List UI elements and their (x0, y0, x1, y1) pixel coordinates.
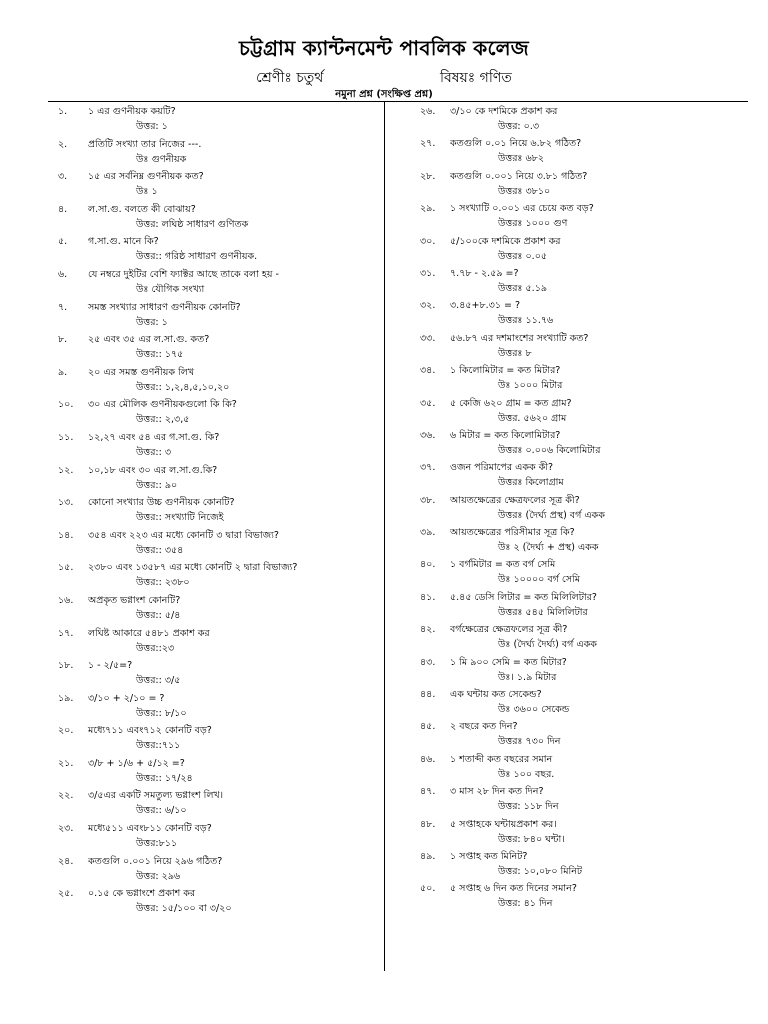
question-number: ৩৯. (420, 527, 436, 539)
answer-text: উত্তর:৮১১ (136, 838, 178, 850)
question-text: ২ বছরে কত দিন? (450, 721, 518, 733)
question-text: কতগুলি ০.০১ নিয়ে ৬.৮২ গঠিত? (450, 138, 582, 150)
question-number: ১. (58, 106, 68, 117)
question-text: ৩.৪৫+৮.৩১ = ? (450, 300, 521, 312)
answer-text: উত্তর::২৩ (136, 642, 175, 654)
question-line (420, 687, 740, 702)
answer-text: উত্তর: ০.৩ (498, 121, 540, 132)
question-item (420, 525, 740, 555)
question-number: ২০. (58, 725, 74, 737)
question-item (420, 493, 740, 523)
question-number: ৪৪. (420, 689, 436, 701)
question-line (420, 557, 740, 572)
header-divider (48, 101, 748, 102)
question-number: ৬. (58, 268, 68, 280)
question-line (420, 622, 740, 637)
question-item (58, 691, 376, 721)
question-item (420, 396, 740, 426)
answer-text: উত্তর:: সংখ্যাটি নিজেই (136, 512, 224, 524)
answer-text: উঃ যৌগিক সংখ্যা (136, 283, 205, 295)
question-text: ৩/১০ + ২/১০ = ? (88, 692, 165, 704)
question-text: ১ এর গুণনীয়ক কয়টি? (88, 106, 176, 117)
question-number: ৪. (58, 203, 68, 215)
question-line (420, 201, 740, 216)
question-line (58, 756, 376, 771)
question-number: ৪১. (420, 591, 436, 603)
question-text: ৫/১০০কে দশমিকে প্রকাশ কর (450, 235, 561, 247)
answer-text: উত্তর:: গরিষ্ঠ সাধারণ গুণনীয়ক. (136, 251, 258, 263)
question-line (58, 234, 376, 249)
question-text: ৫.৪৫ ডেসি লিটার = কত মিলিলিটার? (450, 591, 597, 603)
answer-text: উঃ (দৈর্ঘ্য দৈর্ঘ্য) বর্গ একক (498, 639, 597, 651)
question-line (420, 298, 740, 313)
question-number: ৯. (58, 366, 68, 378)
question-line (420, 331, 740, 346)
question-item (420, 201, 740, 231)
question-item (420, 557, 740, 587)
question-number: ৪৯. (420, 850, 436, 862)
question-line (420, 104, 740, 119)
question-item (58, 658, 376, 688)
question-item (420, 817, 740, 847)
question-line (58, 528, 376, 543)
question-item (420, 881, 740, 911)
question-number: ১৯. (58, 692, 74, 704)
question-text: মধ্যে৭১১ এবং৭১২ কোনটি বড়? (88, 725, 212, 737)
page-title: চট্টগ্রাম ক্যান্টনমেন্ট পাবলিক কলেজ (239, 36, 529, 60)
question-item (420, 752, 740, 782)
answer-text: উত্তরঃ ১১.৭৬ (498, 315, 554, 327)
question-item (58, 626, 376, 656)
question-item (58, 332, 376, 362)
answer-text: উত্তর: ১৫/১০০ বা ৩/২০ (136, 903, 232, 915)
answer-text: উত্তর: ১ (136, 121, 168, 132)
question-item (420, 428, 740, 458)
question-number: ১৪. (58, 529, 74, 541)
question-line (58, 202, 376, 217)
question-line (58, 169, 376, 184)
answer-text: উত্তর: ৮৪০ ঘন্টা। (498, 833, 565, 845)
question-text: ১২,২৭ এবং ৫৪ এর গ.সা.গু. কি? (88, 431, 220, 443)
question-number: ৫. (58, 236, 68, 248)
question-line (420, 719, 740, 734)
question-line (420, 363, 740, 378)
question-item (420, 460, 740, 490)
question-line (58, 560, 376, 575)
question-line (420, 881, 740, 896)
question-number: ৪৬. (420, 753, 436, 765)
subject-label: বিষয়ঃ গণিত (440, 70, 512, 86)
question-text: ১ সংখ্যাটি ০.০০১ এর চেয়ে কত বড়? (450, 203, 594, 215)
question-text: অপ্রকৃত ভগ্নাংশ কোনটি? (88, 594, 181, 606)
question-line (58, 137, 376, 152)
answer-text: উত্তর. ৫৬২০ গ্রাম (498, 412, 567, 424)
question-number: ৭. (58, 301, 68, 313)
answer-text: উত্তর:: ৩ (136, 446, 172, 458)
question-line (58, 430, 376, 445)
question-item (58, 234, 376, 264)
question-text: ৩০ এর মৌলিক গুণনীয়কগুলো কি কি? (88, 399, 237, 411)
question-number: ৮. (58, 334, 68, 346)
answer-text: উত্তর: ১১৮ দিন (498, 801, 559, 813)
question-text: গ.সা.গু. মানে কি? (88, 236, 159, 248)
question-line (420, 493, 740, 508)
question-line (58, 332, 376, 347)
question-number: ৩৩. (420, 332, 436, 344)
question-item (58, 300, 376, 330)
question-line (58, 821, 376, 836)
question-text: ল.সা.গু. বলতে কী বোঝায়? (88, 203, 196, 215)
question-number: ৩২. (420, 300, 436, 312)
document-subtitle: নমুনা প্রশ্ন (সংক্ষিপ্ত প্রশ্ন) (335, 89, 433, 100)
question-line (58, 104, 376, 119)
question-item (58, 756, 376, 786)
question-text: ১ বর্গমিটার = কত বর্গ সেমি (450, 559, 556, 571)
answer-text: উত্তরঃ কিলোগ্রাম (498, 477, 564, 489)
right-question-column (420, 104, 740, 914)
question-text: ওজন পরিমাপের একক কী? (450, 462, 554, 474)
answer-text: উত্তরঃ ৫৪৫ মিলিলিটার (498, 606, 588, 618)
question-number: ৩. (58, 171, 68, 183)
question-text: ৩ মাস ২৮ দিন কত দিন? (450, 786, 544, 798)
question-text: ৫ কেজি ৬২০ গ্রাম = কত গ্রাম? (450, 397, 572, 409)
question-text: ১ সপ্তাহ কত মিনিট? (450, 850, 528, 862)
question-text: লঘিষ্ট আকারে ৫৪৮১ প্রকাশ কর (88, 627, 210, 639)
question-item (58, 788, 376, 818)
answer-text: উত্তর:: ১,২,৪,৫,১০,২০ (136, 381, 230, 393)
question-number: ২. (58, 138, 68, 150)
question-item (58, 821, 376, 851)
question-item (420, 234, 740, 264)
question-item (58, 169, 376, 199)
question-item (58, 202, 376, 232)
answer-text: উত্তর::৭১১ (136, 740, 181, 752)
answer-text: উত্তর:: ৯০ (136, 479, 178, 491)
question-text: ২০ এর সমস্ত গুণনীয়ক লিখ (88, 366, 195, 378)
question-number: ২৪. (58, 855, 74, 867)
question-text: আয়তক্ষেত্রের পরিসীমার সূত্র কি? (450, 527, 575, 539)
question-item (58, 528, 376, 558)
question-line (58, 788, 376, 803)
question-number: ৩৪. (420, 365, 436, 377)
question-number: ২৬. (420, 106, 436, 117)
question-number: ১৭. (58, 627, 74, 639)
question-item (420, 169, 740, 199)
question-text: কতগুলি ০.০০১ নিয়ে ৩.৮১ গঠিত? (450, 170, 588, 182)
question-number: ৩১. (420, 267, 436, 279)
question-text: ৫৬.৮৭ এর দশমাংশের সংখ্যাটি কত? (450, 332, 589, 344)
answer-text: উত্তর:: ৮/১০ (136, 707, 187, 719)
question-line (420, 784, 740, 799)
question-line (420, 234, 740, 249)
question-number: ১১. (58, 431, 74, 443)
question-line (58, 495, 376, 510)
answer-text: উত্তরঃ ০.০৫ (498, 250, 548, 262)
question-number: ৩৮. (420, 494, 436, 506)
question-line (420, 169, 740, 184)
question-number: ১৬. (58, 594, 74, 606)
answer-text: উত্তর:: ৩/৫ (136, 675, 181, 687)
question-number: ৩০. (420, 235, 436, 247)
question-item (420, 266, 740, 296)
question-item (420, 363, 740, 393)
question-item (420, 784, 740, 814)
question-item (58, 495, 376, 525)
question-number: ২৮. (420, 170, 436, 182)
question-text: ২৫ এবং ৩৫ এর ল.সা.গু. কত? (88, 334, 210, 346)
question-line (58, 397, 376, 412)
question-line (58, 886, 376, 901)
question-item (420, 719, 740, 749)
question-number: ৪৫. (420, 721, 436, 733)
answer-text: উত্তরঃ (দৈর্ঘ্য প্রস্থ) বর্গ একক (498, 509, 605, 521)
question-text: ১ কিলোমিটার = কত মিটার? (450, 365, 561, 377)
question-text: ৩/১০ কে দশমিকে প্রকাশ কর (450, 106, 558, 117)
question-text: ১৫ এর সর্বনিম্ন গুণনীয়ক কত? (88, 171, 204, 183)
question-item (58, 886, 376, 916)
question-text: বর্গক্ষেত্রের ক্ষেত্রফলের সূত্র কী? (450, 624, 568, 636)
answer-text: উত্তর: ১ (136, 316, 168, 328)
question-number: ১০. (58, 399, 74, 411)
question-text: ১ মি ৯০০ সেমি = কত মিটার? (450, 656, 567, 668)
question-number: ৪৭. (420, 786, 436, 798)
answer-text: উঃ ২ (দৈর্ঘ্য + প্রস্থ) একক (498, 542, 599, 554)
question-number: ৪৮. (420, 818, 436, 830)
question-line (58, 691, 376, 706)
question-number: ৪৩. (420, 656, 436, 668)
question-text: মধ্যে৫১১ এবং৮১১ কোনটি বড়? (88, 823, 212, 835)
question-item (58, 723, 376, 753)
question-text: সমস্ত সংখ্যার সাধারণ গুণনীয়ক কোনটি? (88, 301, 241, 313)
answer-text: উত্তরঃ ৫.১৯ (498, 282, 548, 294)
answer-text: উত্তরঃ ৮ (498, 347, 532, 359)
answer-text: উঃ ১০০০ মিটার (498, 380, 563, 392)
answer-text: উঃ। ১.৯ মিটার (498, 671, 557, 683)
question-item (420, 331, 740, 361)
question-line (58, 365, 376, 380)
question-line (420, 590, 740, 605)
answer-text: উঃ ১০০ বছর. (498, 768, 555, 780)
answer-text: উত্তরঃ ১০০০ গুণ (498, 218, 568, 230)
question-item (58, 430, 376, 460)
question-item (58, 365, 376, 395)
question-number: ৩৬. (420, 429, 436, 441)
question-number: ২২. (58, 790, 74, 802)
question-text: ৬ মিটার = কত কিলোমিটার? (450, 429, 561, 441)
answer-text: উত্তর:: ১৭/২৪ (136, 772, 193, 784)
answer-text: উত্তরঃ ৬৮২ (498, 153, 545, 165)
question-item (58, 593, 376, 623)
question-text: ০.১৫ কে ভগ্নাংশে প্রকাশ কর (88, 888, 196, 900)
question-text: ১ শতাব্দী কত বছরের সমান (450, 753, 553, 765)
question-line (420, 428, 740, 443)
question-item (420, 622, 740, 652)
question-item (420, 687, 740, 717)
class-label: শ্রেণীঃ চতুর্থ (256, 70, 324, 86)
question-line (58, 300, 376, 315)
question-item (58, 267, 376, 297)
question-line (420, 817, 740, 832)
question-line (58, 658, 376, 673)
question-text: ৭.৭৮ - ২.৫৯ =? (450, 267, 519, 279)
question-number: ২৯. (420, 203, 436, 215)
question-line (58, 854, 376, 869)
question-number: ১৩. (58, 497, 74, 509)
answer-text: উত্তর:: ৬/১০ (136, 805, 187, 817)
question-text: ২৩৮০ এবং ১৩৫৮৭ এর মধ্যে কোনটি ২ দ্বারা বিভাজ্য? (88, 562, 298, 574)
answer-text: উত্তর:: ৩৫৪ (136, 544, 184, 556)
question-text: ৫ সপ্তাহ ৬ দিন কত দিনের সমান? (450, 883, 577, 895)
question-text: ৩/৮ + ১/৬ + ৫/১২ =? (88, 757, 185, 769)
answer-text: উত্তর: লঘিষ্ঠ সাধারণ গুণিতক (136, 218, 249, 230)
question-item (58, 463, 376, 493)
question-text: প্রতিটি সংখ্যা তার নিজের ---. (88, 138, 202, 150)
question-line (58, 267, 376, 282)
question-number: ২৭. (420, 138, 436, 150)
question-text: ১ - ২/৫=? (88, 660, 133, 672)
column-divider (384, 101, 385, 971)
question-item (58, 397, 376, 427)
question-number: ২৫. (58, 888, 74, 900)
question-item (420, 590, 740, 620)
question-item (58, 104, 376, 134)
question-line (58, 463, 376, 478)
answer-text: উঃ ৩৬০০ সেকেন্ড (498, 704, 570, 716)
question-item (420, 136, 740, 166)
question-text: ৫ সপ্তাহকে ঘন্টায়প্রকাশ কর। (450, 818, 557, 830)
answer-text: উঃ ১০০০০ বর্গ সেমি (498, 574, 581, 586)
answer-text: উত্তর:: ১৭৫ (136, 349, 184, 361)
question-line (420, 525, 740, 540)
question-number: ৩৫. (420, 397, 436, 409)
question-text: কতগুলি ০.০০১ নিয়ে ২৯৬ গঠিত? (88, 855, 223, 867)
question-text: ৩/৫এর একটি সমতুল্য ভগ্নাংশ লিখ। (88, 790, 224, 802)
question-text: ১০,১৮ এবং ৩০ এর ল.সা.গু.কি? (88, 464, 218, 476)
question-line (420, 655, 740, 670)
question-number: ১২. (58, 464, 74, 476)
answer-text: উত্তর:: ৫/৪ (136, 609, 181, 621)
question-line (58, 593, 376, 608)
question-number: ৫০. (420, 883, 436, 895)
question-item (58, 560, 376, 590)
question-line (420, 849, 740, 864)
question-item (420, 849, 740, 879)
question-line (420, 460, 740, 475)
answer-text: উত্তর:: ২৩৮০ (136, 577, 190, 589)
question-number: ১৮. (58, 660, 74, 672)
question-number: ১৫. (58, 562, 74, 574)
question-text: এক ঘন্টায় কত সেকেন্ড? (450, 689, 542, 701)
question-number: ৪২. (420, 624, 436, 636)
question-text: কোনো সংখ্যার উচ্চ গুণনীয়ক কোনটি? (88, 497, 235, 509)
question-number: ২১. (58, 757, 74, 769)
question-text: ৩৫৪ এবং ২২৩ এর মধ্যে কোনটি ৩ দ্বারা বিভাজ্য? (88, 529, 279, 541)
question-item (58, 137, 376, 167)
question-line (420, 266, 740, 281)
answer-text: উত্তর: ২৯৬ (136, 870, 181, 882)
question-number: ২৩. (58, 823, 74, 835)
question-item (420, 655, 740, 685)
answer-text: উত্তর: ৪১ দিন (498, 898, 553, 910)
question-text: আয়তক্ষেত্রের ক্ষেত্রফলের সূত্র কী? (450, 494, 580, 506)
answer-text: উঃ ১ (136, 186, 158, 198)
question-line (420, 396, 740, 411)
question-line (420, 136, 740, 151)
answer-text: উত্তরঃ ৭৩০ দিন (498, 736, 561, 748)
question-number: ৩৭. (420, 462, 436, 474)
answer-text: উত্তরঃ ৩৮১০ (498, 185, 551, 197)
answer-text: উঃ গুণনীয়ক (136, 153, 187, 165)
question-item (58, 854, 376, 884)
left-question-column (58, 104, 376, 919)
question-line (58, 723, 376, 738)
question-line (420, 752, 740, 767)
question-line (58, 626, 376, 641)
question-item (420, 104, 740, 134)
question-number: ৪০. (420, 559, 436, 571)
answer-text: উত্তরঃ ০.০০৬ কিলোমিটার (498, 444, 601, 456)
answer-text: উত্তর:: ২,৩,৫ (136, 414, 190, 426)
question-item (420, 298, 740, 328)
answer-text: উত্তর: ১০,০৮০ মিনিট (498, 865, 583, 877)
question-text: যে নম্বরে দুইটির বেশি ফ্যাক্টর আছে তাকে বলা হয় - (88, 268, 279, 280)
